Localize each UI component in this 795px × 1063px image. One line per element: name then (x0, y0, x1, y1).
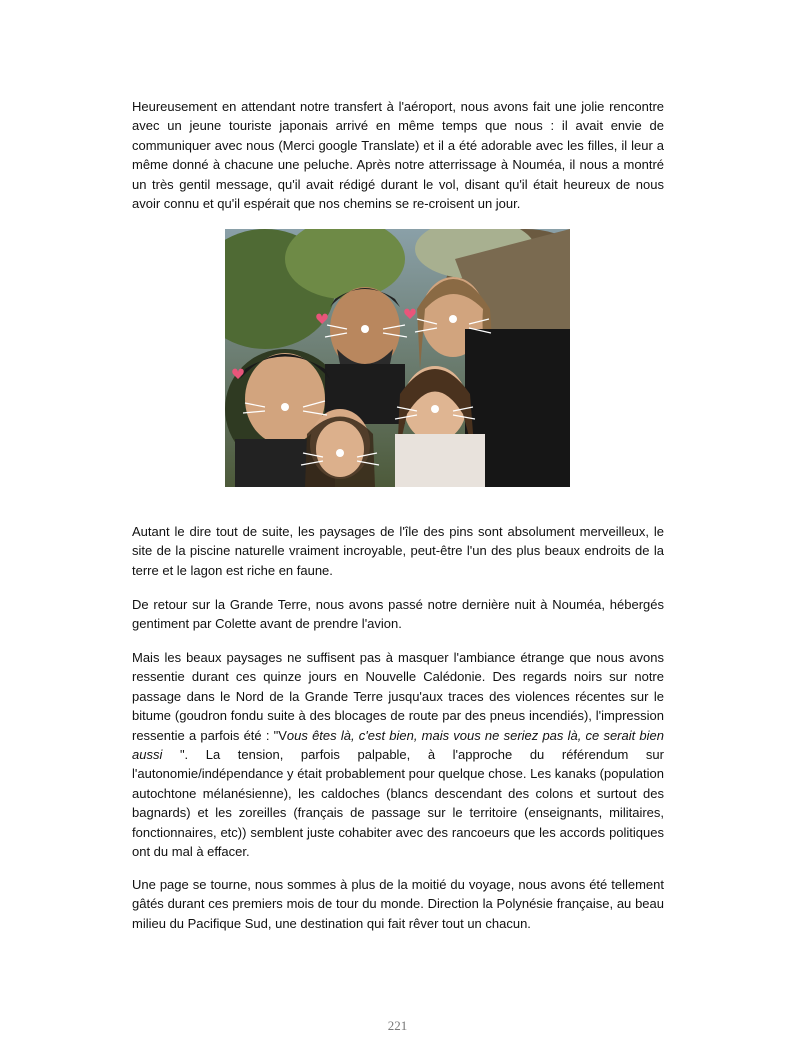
paragraph-grande-terre: De retour sur la Grande Terre, nous avons passé notre dernière nuit à Nouméa, hébergés gentiment par Colette avant de prendre l'avion. (132, 597, 664, 632)
paragraph-atmosphere-start: Mais les beaux paysages ne suffisent pas à masquer l'ambiance étrange que nous avons ressentie durant ces quinze jours en Nouvelle Calédonie. Des regards noirs sur notre passage dans le Nord de la Grande Terre jusqu'aux traces des violences récentes sur le bitume (goudron fondu suite à des blocages de route par des pneus incendiés), l'impression ressentie a parfois été : "V (132, 650, 664, 743)
paragraph-ile-des-pins: Autant le dire tout de suite, les paysages de l'île des pins sont absolument merveilleux, le site de la piscine naturelle vraiment incroyable, peut-être l'un des plus beaux endroits de la terre et le lagon est riche en faune. (132, 524, 664, 578)
paragraph-atmosphere-end: ". La tension, parfois palpable, à l'approche du référendum sur l'autonomie/indépendance y était probablement pour quelque chose. Les kanaks (population autochtone mélanésienne), les caldoches (blancs descendant des colons et surtout des bagnards) et les zoreilles (français de passage sur le territoire (enseignants, militaires, fonctionnaires, etc)) semblent juste cohabiter avec des rancoeurs que les accords politiques ont du mal à effacer. (132, 747, 664, 860)
paragraph-atmosphere-quote: ous êtes là, c'est bien, mais vous ne seriez pas là, ce serait bien aussi (132, 727, 664, 763)
paragraph-atmosphere (132, 648, 664, 861)
paragraph-airport-encounter: Heureusement en attendant notre transfert à l'aéroport, nous avons fait une jolie rencontre avec un jeune touriste japonais arrivé en même temps que nous : il avait envie de communiquer avec nous (Merci google Translate) et il a été adorable avec les filles, il leur a même donné à chacune une peluche. Après notre atterrissage à Nouméa, il nous a montré un très gentil message, qu'il avait rédigé durant le vol, disant qu'il était heureux de nous avoir connu et qu'il espérait que nos chemins se re-croisent un jour. (132, 99, 664, 212)
paragraph-next-destination: Une page se tourne, nous sommes à plus de la moitié du voyage, nous avons été tellement gâtés durant ces premiers mois de tour du monde. Direction la Polynésie française, au beau milieu du Pacifique Sud, une destination qui fait rêver tout un chacun. (132, 877, 664, 931)
page-number: 221 (387, 1018, 408, 1033)
family-selfie-photo (225, 229, 570, 487)
